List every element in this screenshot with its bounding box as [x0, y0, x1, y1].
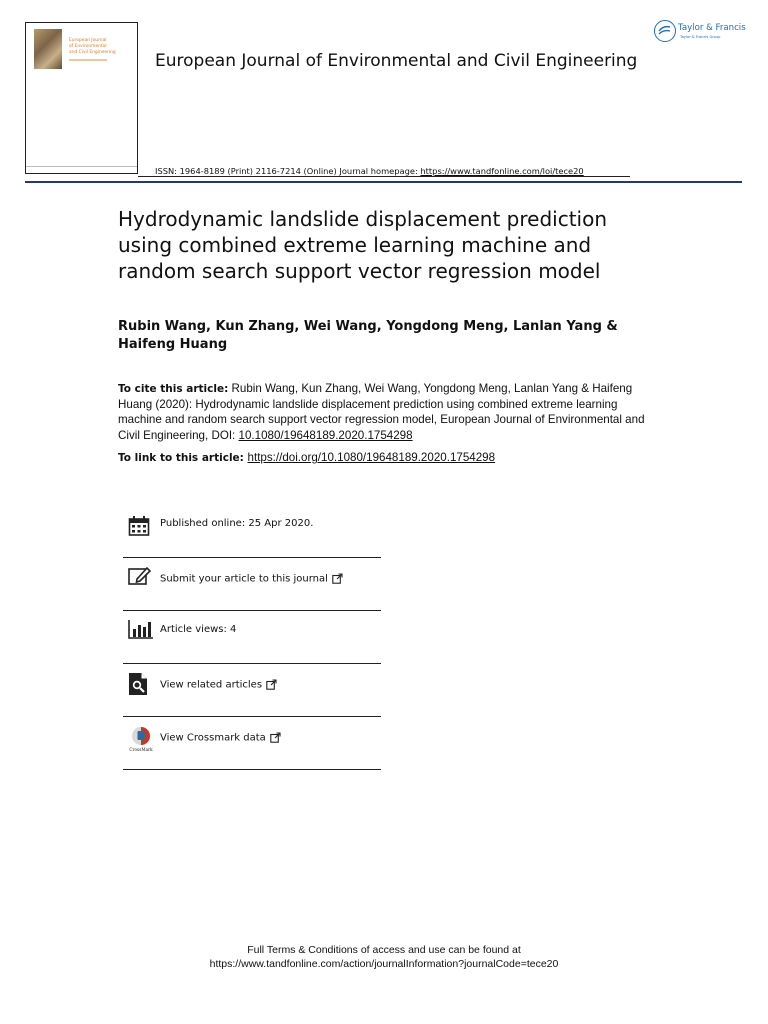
crossmark-badge-text: CrossMark — [129, 747, 153, 752]
related-articles-link[interactable] — [160, 679, 277, 691]
related-articles-row[interactable] — [123, 664, 381, 717]
issn-text: ISSN: 1964-8189 (Print) 2116-7214 (Online) Journal homepage: — [155, 166, 421, 176]
crossmark-icon — [128, 726, 154, 756]
footer-terms-link[interactable]: https://www.tandfonline.com/action/journalInformation?journalCode=tece20 — [209, 958, 559, 970]
document-search-icon — [128, 672, 148, 700]
cover-title-line-2: of Environmental — [69, 44, 107, 49]
citation-text: Rubin Wang, Kun Zhang, Wei Wang, Yongdong Meng, Lanlan Yang & Haifeng Huang (2020): Hydrodynamic landslide displacement prediction using combined extreme learning machine and random search support vector regression model, European Journal of Environmental and Civil Engineering, DOI: — [118, 382, 645, 442]
article-authors: Rubin Wang, Kun Zhang, Wei Wang, Yongdong Meng, Lanlan Yang & Haifeng Huang — [118, 319, 618, 352]
journal-homepage-link[interactable]: https://www.tandfonline.com/loi/tece20 — [420, 166, 584, 176]
cover-photo — [34, 29, 62, 69]
publisher-name: Taylor & Francis — [678, 23, 746, 33]
doi-link[interactable]: 10.1080/19648189.2020.1754298 — [238, 428, 413, 442]
published-row — [123, 508, 381, 558]
submit-article-label: Submit your article to this journal — [160, 573, 328, 585]
citation-block — [118, 381, 658, 443]
article-views: Article views: 4 — [160, 624, 237, 635]
published-date: Published online: 25 Apr 2020. — [160, 518, 314, 529]
calendar-icon — [128, 515, 150, 541]
journal-cover-thumbnail — [25, 22, 138, 174]
header-divider — [138, 176, 630, 177]
crossmark-label: View Crossmark data — [160, 732, 266, 744]
cover-subtitle-bar — [69, 59, 107, 61]
citation-label: To cite this article: — [118, 383, 229, 395]
bar-chart-icon — [128, 619, 154, 643]
submit-article-row[interactable] — [123, 558, 381, 611]
cover-title-line-3: and Civil Engineering — [69, 50, 116, 55]
journal-title[interactable]: European Journal of Environmental and Civil Engineering — [155, 51, 638, 71]
header-blue-rule — [25, 181, 742, 183]
edit-icon — [128, 565, 152, 591]
publisher-group: Taylor & Francis Group — [680, 35, 721, 39]
external-link-icon — [270, 732, 281, 743]
cover-title-line-1: European Journal — [69, 38, 107, 43]
link-label: To link to this article: — [118, 452, 248, 464]
article-title: Hydrodynamic landslide displacement prediction using combined extreme learning machine and random search support vector regression model — [118, 207, 608, 283]
article-url-link[interactable]: https://doi.org/10.1080/19648189.2020.1754298 — [247, 451, 496, 464]
article-link-line — [118, 451, 495, 464]
crossmark-link[interactable] — [160, 732, 281, 744]
external-link-icon — [332, 573, 343, 584]
taylor-francis-logo-icon[interactable] — [654, 20, 676, 42]
external-link-icon — [266, 679, 277, 690]
cover-rule — [26, 166, 137, 167]
article-views-row — [123, 611, 381, 664]
issn-line — [155, 166, 584, 176]
footer-line-1: Full Terms & Conditions of access and use can be found at — [247, 944, 521, 956]
terms-footer — [0, 943, 768, 971]
related-articles-label: View related articles — [160, 679, 263, 691]
crossmark-row[interactable] — [123, 717, 381, 770]
submit-article-link[interactable] — [160, 573, 343, 585]
